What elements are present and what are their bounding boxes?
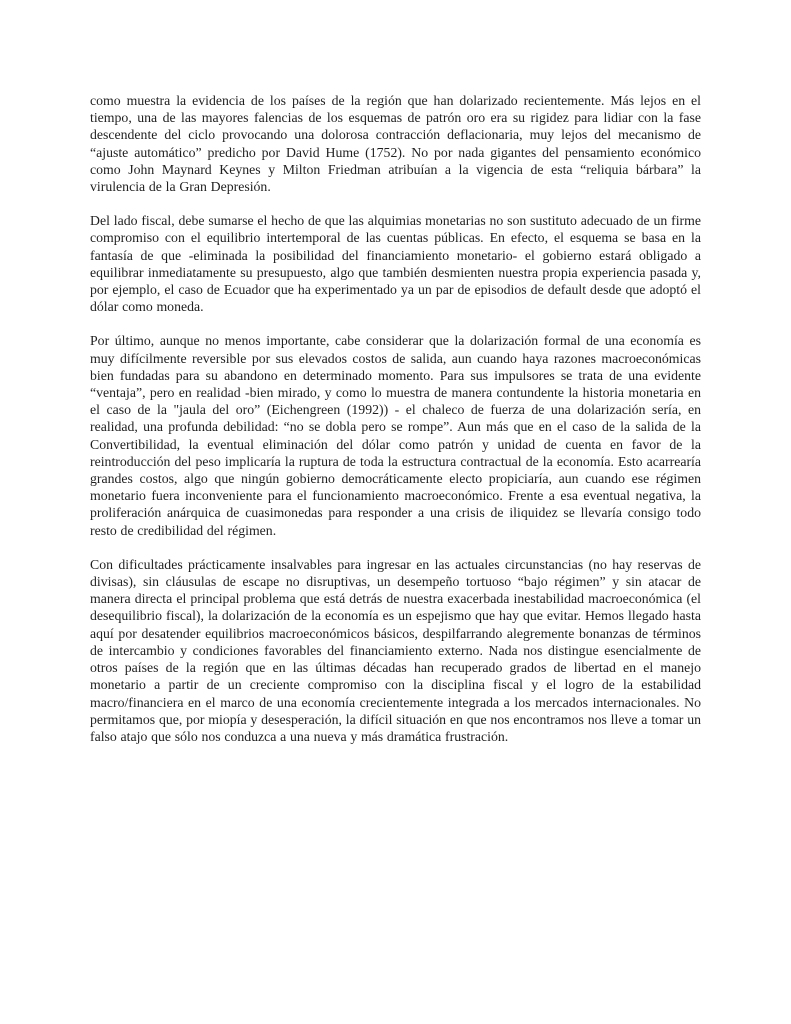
paragraph-3: Por último, aunque no menos importante, cabe considerar que la dolarización formal de una economía es muy difícilmente reversible por sus elevados costos de salida, aun cuando haya razones macroeconómicas bien fundadas para su abandono en determinado momento. Para sus impulsores se trata de una evidente “ventaja”, pero en realidad -bien mirado, y como lo muestra de manera contundente la historia monetaria en el caso de la "jaula del oro” (Eichengreen (1992)) - el chaleco de fuerza de una dolarización sería, en realidad, una profunda debilidad: “no se dobla pero se rompe”. Aun más que en el caso de la salida de la Convertibilidad, la eventual eliminación del dólar como patrón y unidad de cuenta en favor de la reintroducción del peso implicaría la ruptura de toda la estructura contractual de la economía. Esto acarrearía grandes costos, algo que ningún gobierno democráticamente electo propiciaría, aun cuando ese régimen monetario fuera inconveniente para el funcionamiento macroeconómico. Frente a esa eventual negativa, la proliferación anárquica de cuasimonedas para responder a una crisis de iliquidez se llevaría consigo todo resto de credibilidad del régimen.: [90, 333, 701, 538]
paragraph-1: como muestra la evidencia de los países de la región que han dolarizado recientemente. Más lejos en el tiempo, una de las mayores falencias de los esquemas de patrón oro era su rigidez para lidiar con la fase descendente del ciclo provocando una dolorosa contracción deflacionaria, muy lejos del mecanismo de “ajuste automático” predicho por David Hume (1752). No por nada gigantes del pensamiento económico como John Maynard Keynes y Milton Friedman atribuían a la vigencia de esta “reliquia bárbara” la virulencia de la Gran Depresión.: [90, 93, 701, 195]
paragraph-2: Del lado fiscal, debe sumarse el hecho de que las alquimias monetarias no son sustituto adecuado de un firme compromiso con el equilibrio intertemporal de las cuentas públicas. En efecto, el esquema se basa en la fantasía de que -eliminada la posibilidad del financiamiento monetario- el gobierno estará obligado a equilibrar inmediatamente su presupuesto, algo que también desmienten nuestra propia experiencia pasada y, por ejemplo, el caso de Ecuador que ha experimentado ya un par de episodios de default desde que adoptó el dólar como moneda.: [90, 213, 701, 315]
paragraph-4: Con dificultades prácticamente insalvables para ingresar en las actuales circunstancias (no hay reservas de divisas), sin cláusulas de escape no disruptivas, un desempeño tortuoso “bajo régimen” y sin atacar de manera directa el principal problema que está detrás de nuestra exacerbada inestabilidad macroeconómica (el desequilibrio fiscal), la dolarización de la economía es un espejismo que hay que evitar. Hemos llegado hasta aquí por desatender equilibrios macroeconómicos básicos, despilfarrando alegremente bonanzas de términos de intercambio y condiciones favorables del financiamiento externo. Nada nos distingue esencialmente de otros países de la región que en las últimas décadas han recuperado grados de libertad en el manejo monetario a partir de un creciente compromiso con la disciplina fiscal y el logro de la estabilidad macro/financiera en el marco de una economía crecientemente integrada a los mercados internacionales. No permitamos que, por miopía y desesperación, la difícil situación en que nos encontramos nos lleve a tomar un falso atajo que sólo nos conduzca a una nueva y más dramática frustración.: [90, 556, 701, 744]
